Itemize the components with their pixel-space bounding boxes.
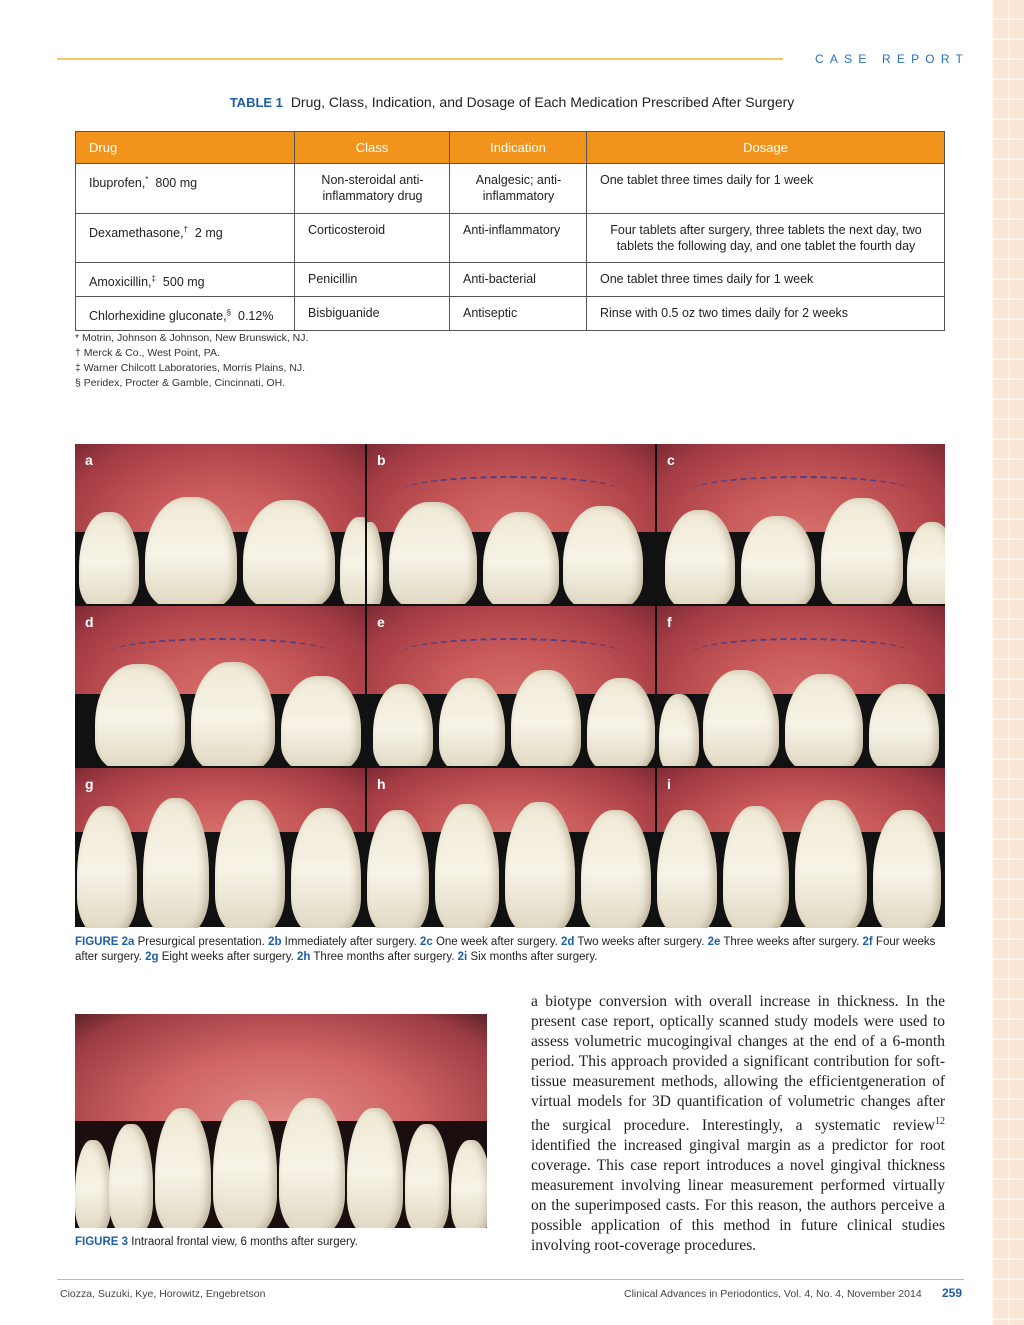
indication-cell — [450, 297, 587, 331]
caption-text: Three weeks after surgery. — [720, 936, 863, 948]
column-header-class: Class — [295, 132, 450, 164]
reference-superscript: 12 — [935, 1116, 945, 1127]
drug-footnote-mark: ‡ — [151, 274, 156, 283]
figure-2-photo-grid — [75, 444, 945, 927]
decorative-side-strip — [992, 0, 1024, 1325]
caption-label: FIGURE 2a — [75, 936, 135, 948]
dosage-line: Four tablets after surgery, three tablets the next day, two — [610, 223, 922, 237]
footnote: * Motrin, Johnson & Johnson, New Brunswick, NJ. — [75, 332, 309, 344]
indication-line: Analgesic; anti- — [475, 173, 562, 187]
class-line: inflammatory drug — [322, 189, 423, 203]
photo-panel-e — [367, 606, 655, 766]
panel-label: d — [85, 614, 94, 630]
class-line: Non-steroidal anti- — [321, 173, 424, 187]
caption-text: One week after surgery. — [432, 936, 562, 948]
table-caption: Drug, Class, Indication, and Dosage of Each Medication Prescribed After Surgery — [290, 94, 795, 110]
panel-label: c — [667, 452, 675, 468]
indication-line: Anti-inflammatory — [463, 223, 561, 237]
caption-label: 2b — [268, 936, 282, 948]
caption-text: Six months after surgery. — [467, 951, 598, 963]
section-label: CASE REPORT — [815, 52, 969, 66]
photo-panel-a — [75, 444, 365, 604]
panel-label: a — [85, 452, 93, 468]
dosage-cell — [587, 164, 945, 214]
drug-name: Dexamethasone, — [89, 226, 184, 241]
dosage-line: One tablet three times daily for 1 week — [600, 173, 814, 187]
body-text-column — [531, 992, 945, 1256]
indication-line: Antiseptic — [463, 306, 518, 321]
class-cell — [295, 263, 450, 297]
column-header-dosage: Dosage — [587, 132, 945, 164]
dosage-line: One tablet three times daily for 1 week — [600, 272, 814, 286]
indication-cell — [450, 214, 587, 263]
caption-text: Three months after surgery. — [310, 951, 458, 963]
figure-3-caption — [75, 1236, 358, 1248]
medication-table — [75, 131, 945, 331]
caption-label: 2i — [457, 951, 468, 963]
caption-text: Presurgical presentation. — [134, 936, 269, 948]
photo-panel-b — [367, 444, 655, 604]
figure-3-photo — [75, 1014, 487, 1228]
panel-label: g — [85, 776, 94, 792]
indication-line: Anti-bacterial — [463, 272, 536, 286]
panel-label: f — [667, 614, 672, 630]
panel-label: i — [667, 776, 671, 792]
table-row — [76, 263, 945, 297]
panel-label: h — [377, 776, 386, 792]
dosage-line: tablets the following day, and one tablet the fourth day — [616, 239, 916, 253]
dosage-cell — [587, 263, 945, 297]
drug-cell — [76, 214, 295, 263]
column-header-indication: Indication — [450, 132, 587, 164]
photo-panel-h — [367, 768, 655, 928]
drug-footnote-mark: † — [183, 225, 188, 234]
drug-dose: 800 mg — [155, 176, 198, 191]
dosage-cell — [587, 214, 945, 263]
table-footnotes — [75, 331, 308, 391]
photo-panel-f — [657, 606, 945, 766]
photo-panel-d — [75, 606, 365, 766]
caption-label: FIGURE 3 — [75, 1236, 129, 1248]
drug-dose: 0.12% — [238, 309, 274, 324]
class-line: Penicillin — [308, 272, 358, 286]
photo-panel-c — [657, 444, 945, 604]
caption-text: Two weeks after surgery. — [574, 936, 708, 948]
indication-cell — [450, 164, 587, 214]
column-header-drug: Drug — [76, 132, 295, 164]
drug-cell — [76, 164, 295, 214]
caption-text: Eight weeks after surgery. — [158, 951, 297, 963]
caption-label: 2e — [707, 936, 721, 948]
dosage-cell — [587, 297, 945, 331]
caption-label: 2h — [297, 951, 311, 963]
class-cell — [295, 297, 450, 331]
caption-text: Intraoral frontal view, 6 months after surgery. — [131, 1236, 358, 1248]
indication-line: inflammatory — [482, 189, 555, 203]
panel-label: b — [377, 452, 386, 468]
caption-label: 2d — [561, 936, 575, 948]
drug-footnote-mark: § — [226, 308, 232, 318]
drug-name: Ibuprofen, — [89, 176, 146, 191]
footnote: ‡ Warner Chilcott Laboratories, Morris Plains, NJ. — [75, 362, 306, 374]
dosage-line: Rinse with 0.5 oz two times daily for 2 weeks — [600, 306, 849, 321]
caption-label: 2g — [145, 951, 159, 963]
table-title — [0, 94, 1024, 110]
drug-footnote-mark: * — [145, 175, 149, 184]
caption-text: Immediately after surgery. — [281, 936, 420, 948]
caption-text: Four weeks after surgery. — [75, 936, 936, 963]
caption-label: 2c — [419, 936, 433, 948]
class-line: Bisbiguanide — [308, 306, 380, 321]
figure-2-caption — [75, 935, 950, 965]
table-label: TABLE 1 — [229, 95, 283, 110]
panel-label: e — [377, 614, 385, 630]
footer-rule — [57, 1279, 964, 1280]
drug-cell — [76, 297, 295, 331]
drug-cell — [76, 263, 295, 297]
photo-panel-i — [657, 768, 945, 928]
header-rule — [57, 58, 783, 60]
indication-cell — [450, 263, 587, 297]
body-paragraph — [531, 992, 945, 1256]
body-text-segment: a biotype conversion with overall increase in thickness. In the present case report, optically scanned study models were used to assess volumetric mucogingival changes at the end of a 6-month period. This approach provided a significant contribution for soft-tissue measurement methods, allowing the efficientgeneration of virtual models for 3D quantification of volumetric changes after the surgical procedure. Interestingly, a systematic review — [531, 993, 945, 1135]
footnote: § Peridex, Procter & Gamble, Cincinnati, OH. — [75, 377, 286, 389]
drug-name: Chlorhexidine gluconate, — [89, 309, 227, 324]
table-row — [76, 214, 945, 263]
table-row — [76, 164, 945, 214]
table-row — [76, 297, 945, 331]
footer-journal: Clinical Advances in Periodontics, Vol. 4, No. 4, November 2014 — [624, 1288, 922, 1300]
caption-label: 2f — [862, 936, 873, 948]
body-text-segment: identified the increased gingival margin as a predictor for root coverage. This case report introduces a novel gingival thickness measurement involving linear measurement performed virtually on the superimposed casts. For this reason, the authors perceive a possible application of this method in future clinical studies involving root-coverage procedures. — [531, 1137, 945, 1255]
class-cell — [295, 214, 450, 263]
drug-dose: 2 mg — [194, 226, 223, 241]
class-cell — [295, 164, 450, 214]
drug-dose: 500 mg — [162, 275, 205, 290]
table-header-row — [76, 132, 945, 164]
class-line: Corticosteroid — [308, 223, 386, 237]
drug-name: Amoxicillin, — [89, 275, 152, 290]
footer-authors: Ciozza, Suzuki, Kye, Horowitz, Engebretson — [60, 1288, 266, 1300]
footnote: † Merck & Co., West Point, PA. — [75, 347, 220, 359]
photo-panel-g — [75, 768, 365, 928]
page-number: 259 — [942, 1286, 963, 1300]
